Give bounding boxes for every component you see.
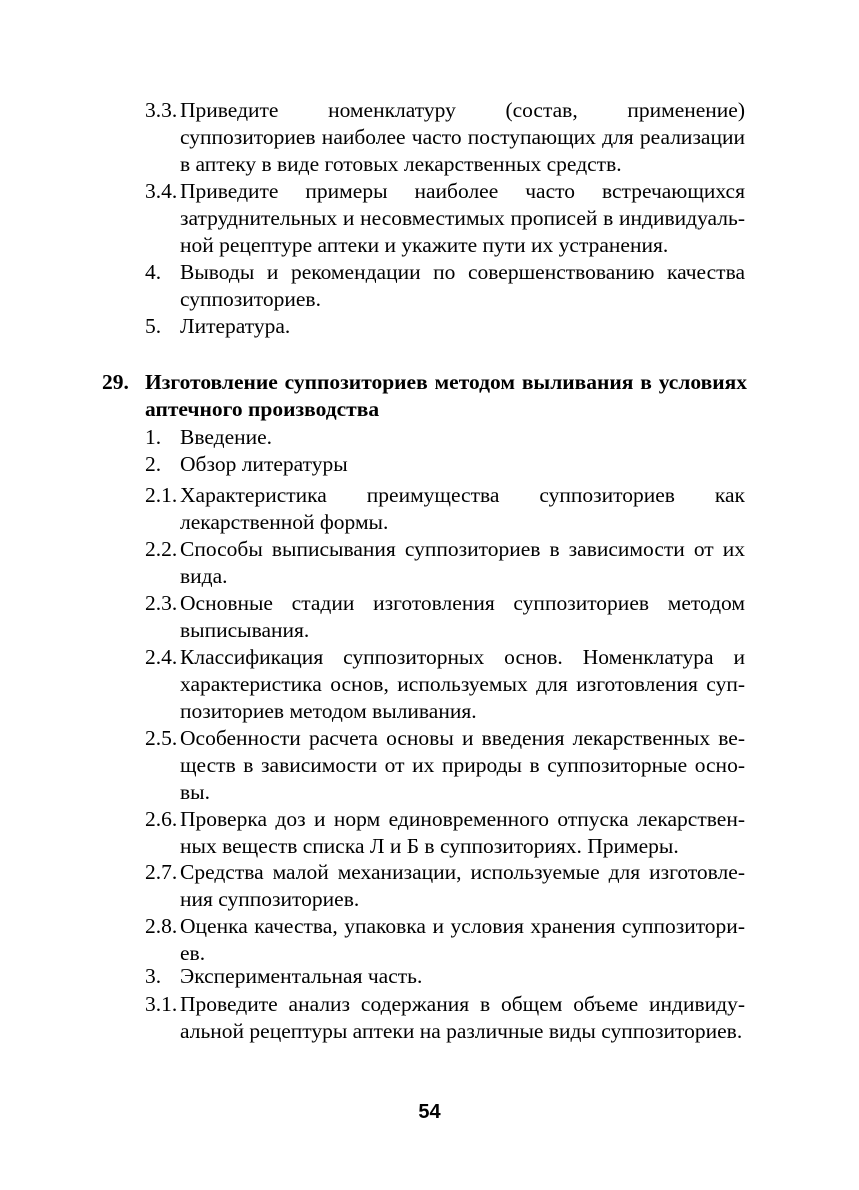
item-number: 1. [145, 425, 162, 449]
list-item-5 [145, 313, 745, 340]
item-number: 4. [145, 260, 162, 284]
item-text: Введение. [180, 425, 273, 449]
item-number: 2.3. [145, 591, 178, 615]
list-item-3-1 [145, 991, 745, 1045]
item-text: Выводы и рекомендации по совершенствованию качества суппозиториев. [180, 260, 745, 311]
item-number: 5. [145, 314, 162, 338]
list-item-2-7 [145, 859, 745, 913]
item-text: Средства малой механизации, используемые для изготовления суппозиториев. [180, 860, 745, 911]
list-item-2-1 [145, 482, 745, 536]
item-text: Приведите примеры наиболее часто встречающихся затруднительных и несовместимых прописей в индивидуальной рецептуре аптеки и укажите пути их устранения. [180, 179, 745, 257]
list-item-3 [145, 963, 745, 990]
list-item-2 [145, 451, 745, 478]
list-item-2-6 [145, 806, 745, 860]
list-item-4 [145, 259, 745, 313]
item-text: Основные стадии изготовления суппозиториев методом выписывания. [180, 591, 745, 642]
list-item-2-2 [145, 536, 745, 590]
item-number: 2.5. [145, 726, 178, 750]
list-item-1 [145, 424, 745, 451]
item-number: 2.2. [145, 537, 178, 561]
item-text: Проверка доз и норм единовременного отпуска лекарственных веществ списка Л и Б в суппозиториях. Примеры. [180, 807, 745, 858]
item-text: Оценка качества, упаковка и условия хранения суппозиториев. [180, 914, 745, 965]
item-text: Проведите анализ содержания в общем объеме индивидуальной рецептуры аптеки на различные виды суппозиториев. [180, 992, 745, 1043]
item-text: Экспериментальная часть. [180, 964, 423, 988]
list-item-2-8 [145, 913, 745, 967]
item-text: Приведите номенклатуру (состав, применение) суппозиториев наиболее часто поступающих для реализации в аптеку в виде готовых лекарственных средств. [180, 98, 745, 176]
item-number: 2. [145, 452, 162, 476]
item-text: Характеристика преимущества суппозиториев как лекарственной формы. [180, 483, 745, 534]
item-text: Особенности расчета основы и введения лекарственных веществ в зависимости от их природы в суппозиторные основы. [180, 726, 745, 804]
list-item-3-3 [145, 97, 745, 178]
item-number: 3.1. [145, 992, 178, 1016]
section-heading-text: Изготовление суппозиториев методом выливания в условиях аптечного производства [145, 370, 747, 421]
page-number: 54 [418, 1101, 441, 1123]
section-heading [102, 369, 747, 423]
item-number: 3.4. [145, 179, 178, 203]
item-number: 2.7. [145, 860, 178, 884]
list-item-2-5 [145, 725, 745, 806]
item-number: 2.6. [145, 807, 178, 831]
list-item-2-3 [145, 590, 745, 644]
list-item-3-4 [145, 178, 745, 259]
item-text: Обзор литературы [180, 452, 348, 476]
list-item-2-4 [145, 644, 745, 725]
item-text: Классификация суппозиторных основ. Номенклатура и характеристика основ, используемых для изготовления суппозиториев методом выливания. [180, 645, 745, 723]
section-number: 29. [102, 370, 129, 394]
item-number: 3.3. [145, 98, 178, 122]
item-number: 3. [145, 964, 162, 988]
item-text: Способы выписывания суппозиториев в зависимости от их вида. [180, 537, 745, 588]
item-number: 2.4. [145, 645, 178, 669]
item-number: 2.8. [145, 914, 178, 938]
item-number: 2.1. [145, 483, 178, 507]
item-text: Литература. [180, 314, 291, 338]
